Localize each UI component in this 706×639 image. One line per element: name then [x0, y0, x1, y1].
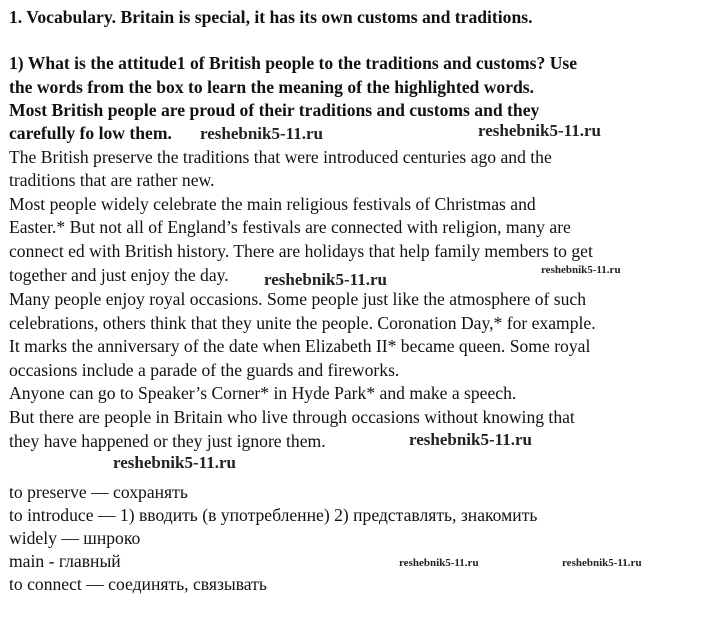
watermark: reshebnik5-11.ru: [409, 430, 532, 449]
body-line: occasions include a parade of the guards and fireworks.: [9, 360, 400, 380]
task-line-1: 1) What is the attitude1 of British people to the traditions and customs? Use: [9, 53, 578, 73]
body-line: they have happened or they just ignore them.: [9, 431, 326, 451]
watermark: reshebnik5-11.ru: [541, 264, 621, 276]
vocab-item: to preserve — сохранять: [9, 482, 188, 502]
body-line: It marks the anniversary of the date when Elizabeth II* became queen. Some royal: [9, 336, 591, 356]
body-line: Many people enjoy royal occasions. Some people just like the atmosphere of such: [9, 289, 587, 309]
watermark: reshebnik5-11.ru: [113, 453, 236, 472]
vocab-item: to connect — соединять, связывать: [9, 574, 267, 594]
body-line: traditions that are rather new.: [9, 170, 215, 190]
watermark: reshebnik5-11.ru: [264, 270, 387, 289]
task-line-2: the words from the box to learn the meaning of the highlighted words.: [9, 77, 535, 97]
body-line: Anyone can go to Speaker’s Corner* in Hyde Park* and make a speech.: [9, 383, 517, 403]
watermark: reshebnik5-11.ru: [478, 121, 601, 140]
body-line: Most people widely celebrate the main religious festivals of Christmas and: [9, 194, 536, 214]
vocab-item: widely — шнроко: [9, 528, 141, 548]
task-line-3: Most British people are proud of their traditions and customs and they: [9, 100, 540, 120]
body-line: Easter.* But not all of England’s festivals are connected with religion, many are: [9, 217, 571, 237]
vocab-item: to introduce — 1) вводить (в употребленне) 2) представлять, знакомить: [9, 505, 538, 525]
task-line-4: carefully fo low them.: [9, 123, 172, 143]
body-line: celebrations, others think that they unite the people. Coronation Day,* for example.: [9, 313, 596, 333]
body-line: connect ed with British history. There are holidays that help family members to get: [9, 241, 593, 261]
watermark: reshebnik5-11.ru: [399, 557, 479, 569]
watermark: reshebnik5-11.ru: [200, 124, 323, 143]
vocab-item: main - главный: [9, 551, 121, 571]
body-line: The British preserve the traditions that were introduced centuries ago and the: [9, 147, 552, 167]
watermark: reshebnik5-11.ru: [562, 557, 642, 569]
exercise-heading: 1. Vocabulary. Britain is special, it has its own customs and traditions.: [9, 7, 533, 27]
body-line: But there are people in Britain who live through occasions without knowing that: [9, 407, 575, 427]
body-line: together and just enjoy the day.: [9, 265, 229, 285]
